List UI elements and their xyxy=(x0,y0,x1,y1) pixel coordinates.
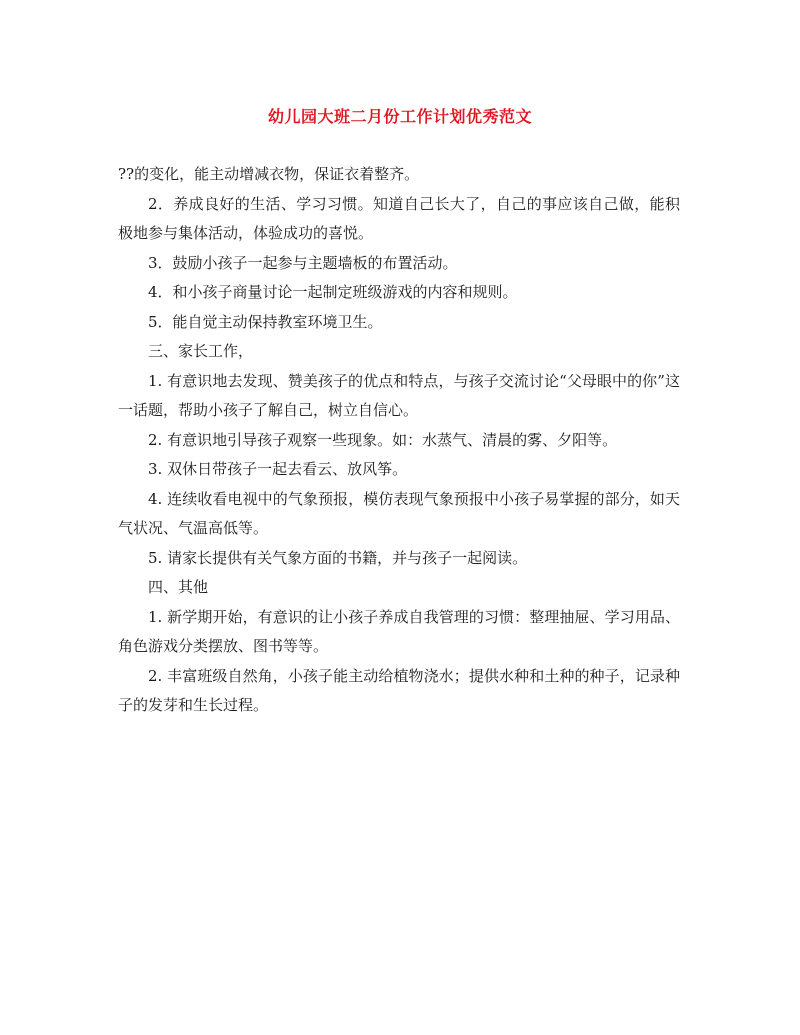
paragraph: 4. 连续收看电视中的气象预报，模仿表现气象预报中小孩子易掌握的部分，如天气状况、气温高低等。 xyxy=(118,489,680,537)
document-title: 幼儿园大班二月份工作计划优秀范文 xyxy=(267,107,532,126)
document-body xyxy=(118,160,680,721)
paragraph: 5．能自觉主动保持教室环境卫生。 xyxy=(148,312,383,331)
paragraph: 四、其他 xyxy=(148,578,209,596)
paragraph: 三、家长工作， xyxy=(148,342,254,360)
paragraph: 1. 有意识地去发现、赞美孩子的优点和特点，与孩子交流讨论“父母眼中的你”这一话题，帮助小孩子了解自己，树立自信心。 xyxy=(118,371,680,419)
paragraph: 1. 新学期开始，有意识的让小孩子养成自我管理的习惯：整理抽屉、学习用品、角色游戏分类摆放、图书等等。 xyxy=(118,607,680,655)
paragraph: 2．养成良好的生活、学习习惯。知道自己长大了，自己的事应该自己做，能积极地参与集体活动，体验成功的喜悦。 xyxy=(118,194,680,242)
paragraph: 3. 双休日带孩子一起去看云、放风筝。 xyxy=(148,460,408,478)
paragraph: 2. 丰富班级自然角，小孩子能主动给植物浇水；提供水种和土种的种子，记录种子的发芽和生长过程。 xyxy=(118,666,680,714)
paragraph: ??的变化，能主动增减衣物，保证衣着整齐。 xyxy=(118,165,420,183)
paragraph: 3．鼓励小孩子一起参与主题墙板的布置活动。 xyxy=(148,253,458,272)
paragraph: 5. 请家长提供有关气象方面的书籍，并与孩子一起阅读。 xyxy=(148,548,528,567)
paragraph: 2. 有意识地引导孩子观察一些现象。如：水蒸气、清晨的雾、夕阳等。 xyxy=(148,430,618,449)
paragraph: 4．和小孩子商量讨论一起制定班级游戏的内容和规则。 xyxy=(148,283,518,301)
